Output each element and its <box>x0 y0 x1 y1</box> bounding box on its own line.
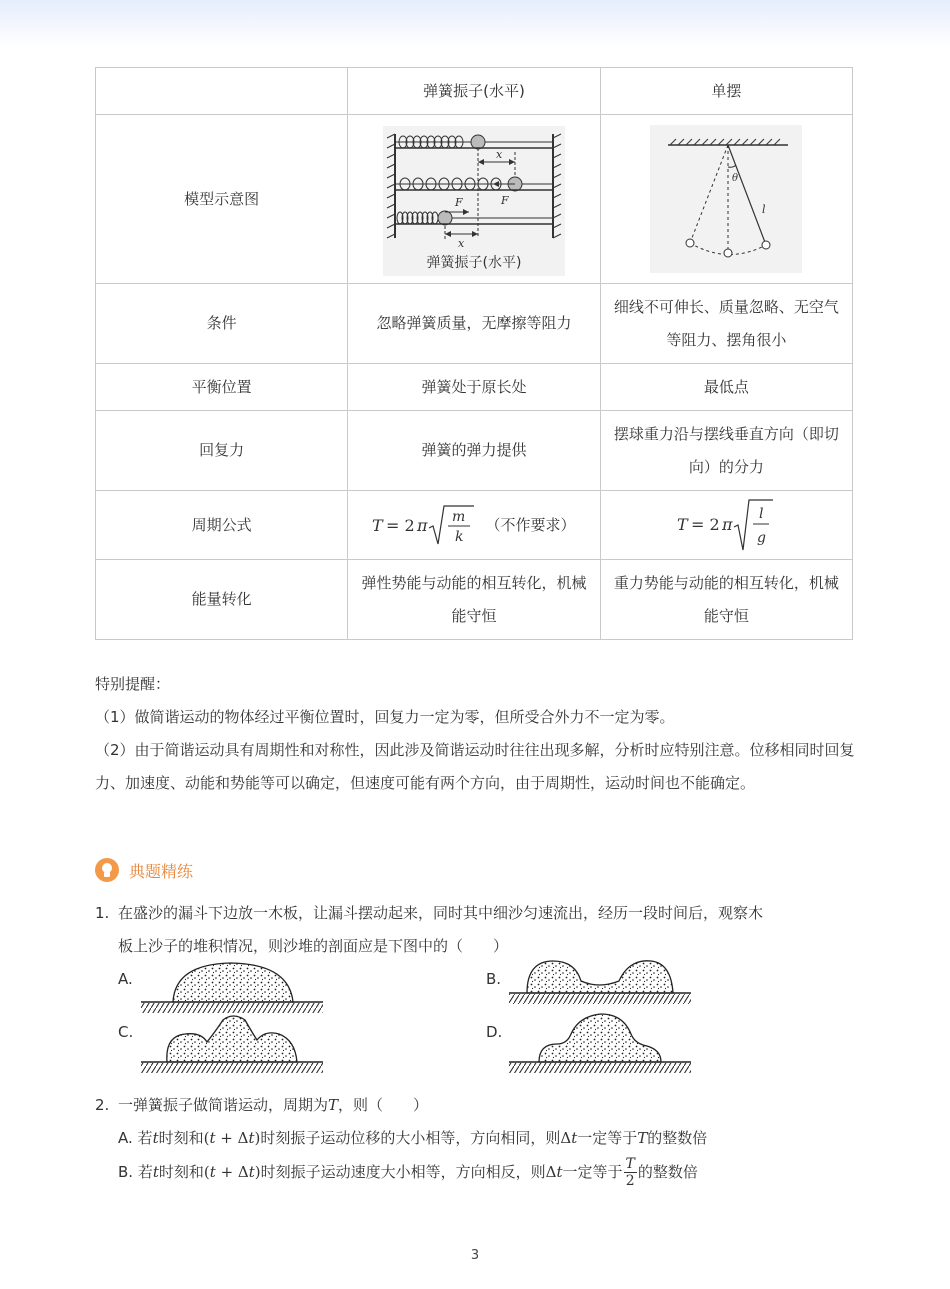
svg-text:= 2: = 2 <box>691 515 720 534</box>
question-number: 1. <box>95 904 110 922</box>
spring-period-note: （不作要求） <box>485 515 576 534</box>
math-t: t <box>152 1163 159 1181</box>
header-cell-spring: 弹簧振子(水平) <box>348 68 600 115</box>
pendulum-cell: 摆球重力沿与摆线垂直方向（即切向）的分力 <box>600 411 852 491</box>
page-number: 3 <box>470 1248 480 1263</box>
svg-text:x: x <box>457 237 465 250</box>
table-row <box>96 560 853 640</box>
pendulum-period-cell <box>600 491 852 560</box>
reminder-point-1: （1）做简谐运动的物体经过平衡位置时，回复力一定为零，但所受合外力不一定为零。 <box>95 708 675 726</box>
table-header-row <box>96 68 853 115</box>
math-T-over-2: $\frac{T}{2}$ <box>625 1156 635 1189</box>
q1-option-a-label[interactable]: A. <box>118 970 133 988</box>
row-label: 平衡位置 <box>96 364 348 411</box>
svg-text:l: l <box>759 506 764 522</box>
q1-option-d-sandpile[interactable] <box>509 1010 691 1076</box>
pendulum-period-formula <box>677 506 775 546</box>
comparison-table <box>95 67 853 640</box>
question-number: 2. <box>95 1096 110 1114</box>
table-row <box>96 284 853 364</box>
svg-text:T: T <box>372 516 384 535</box>
q1-option-d-label[interactable]: D. <box>486 1023 503 1041</box>
row-label: 模型示意图 <box>96 115 348 284</box>
q2-option-b[interactable] <box>118 1156 858 1189</box>
svg-text:k: k <box>455 529 464 545</box>
question-1-line-2: 板上沙子的堆积情况，则沙堆的剖面应是下图中的（ ） <box>118 937 509 955</box>
pendulum-cell: 重力势能与动能的相互转化，机械能守恒 <box>600 560 852 640</box>
spring-diagram-cell <box>348 115 600 284</box>
table-row <box>96 411 853 491</box>
svg-text:m: m <box>452 509 466 525</box>
table-row <box>96 491 853 560</box>
q2-option-a-label: A. <box>118 1129 133 1147</box>
q1-option-b-label[interactable]: B. <box>486 970 502 988</box>
q2-option-b-text-1: 若 <box>137 1163 153 1181</box>
pendulum-cell: 最低点 <box>600 364 852 411</box>
svg-text:g: g <box>757 530 767 546</box>
header-band <box>0 0 950 46</box>
math-t-plus-dt: (t + Δt) <box>203 1163 261 1181</box>
svg-text:F: F <box>500 194 509 207</box>
math-T: T <box>637 1129 648 1147</box>
q2-option-b-text-4: 一定等于 <box>562 1163 623 1181</box>
pendulum-diagram-cell <box>600 115 852 284</box>
header-cell-empty <box>96 68 348 115</box>
q2-option-b-text-5: 的整数倍 <box>637 1163 698 1181</box>
row-label: 能量转化 <box>96 560 348 640</box>
q1-option-b-sandpile[interactable] <box>509 955 691 1007</box>
q2-option-a[interactable] <box>118 1122 858 1155</box>
question-1 <box>95 897 855 963</box>
q2-option-b-text-3: 时刻振子运动速度大小相等，方向相反，则 <box>260 1163 546 1181</box>
section-title: 典题精练 <box>129 861 194 881</box>
svg-text:π: π <box>417 516 428 535</box>
spring-figure-caption: 弹簧振子(水平) <box>426 255 522 271</box>
svg-text:π: π <box>722 515 733 534</box>
special-reminder <box>95 668 855 800</box>
math-dt: Δt <box>560 1129 578 1147</box>
question-1-line-1: 在盛沙的漏斗下边放一木板，让漏斗摆动起来，同时其中细沙匀速流出，经历一段时间后，观察木 <box>118 904 764 922</box>
reminder-point-2: （2）由于简谐运动具有周期性和对称性，因此涉及简谐运动时往往出现多解，分析时应特别注意。位移相同时回复力、加速度、动能和势能等可以确定，但速度可能有两个方向，由于周期性，运动时间也不能确定。 <box>95 741 855 792</box>
pendulum-cell: 细线不可伸长、质量忽略、无空气等阻力、摆角很小 <box>600 284 852 364</box>
q1-option-c-label[interactable]: C. <box>118 1023 134 1041</box>
svg-text:T: T <box>677 515 688 534</box>
q2-option-a-text-5: 的整数倍 <box>647 1129 708 1147</box>
q1-option-a-sandpile[interactable] <box>141 960 323 1016</box>
table-row <box>96 364 853 411</box>
q2-option-b-label: B. <box>118 1163 134 1181</box>
q2-option-a-text-3: 时刻振子运动位移的大小相等，方向相同，则 <box>260 1129 561 1147</box>
question-2 <box>95 1089 855 1122</box>
q1-option-c-sandpile[interactable] <box>141 1010 323 1076</box>
row-label: 回复力 <box>96 411 348 491</box>
spring-cell: 弹簧处于原长处 <box>348 364 600 411</box>
reminder-title: 特别提醒： <box>95 675 171 693</box>
math-dt: Δt <box>545 1163 563 1181</box>
q2-option-b-text-2: 时刻和 <box>158 1163 204 1181</box>
header-cell-pendulum: 单摆 <box>600 68 852 115</box>
svg-text:F: F <box>454 196 463 209</box>
table-row <box>96 115 853 284</box>
question-2-stem-a: 一弹簧振子做简谐运动，周期为 <box>118 1096 329 1114</box>
period-symbol: T <box>328 1096 339 1114</box>
svg-text:x: x <box>495 148 503 161</box>
svg-text:= 2: = 2 <box>386 516 416 535</box>
spring-period-formula <box>372 509 481 545</box>
spring-cell: 忽略弹簧质量，无摩擦等阻力 <box>348 284 600 364</box>
lightbulb-icon <box>95 858 119 882</box>
spring-period-cell <box>348 491 600 560</box>
q2-option-a-text-1: 若 <box>137 1129 153 1147</box>
spring-cell: 弹簧的弹力提供 <box>348 411 600 491</box>
row-label: 周期公式 <box>96 491 348 560</box>
spring-cell: 弹性势能与动能的相互转化，机械能守恒 <box>348 560 600 640</box>
section-header <box>95 855 193 885</box>
question-2-stem-b: ，则（ ） <box>338 1096 429 1114</box>
svg-text:l: l <box>762 203 766 216</box>
q2-option-a-text-2: 时刻和 <box>158 1129 204 1147</box>
math-t-plus-dt: (t + Δt) <box>203 1129 261 1147</box>
svg-text:θ: θ <box>732 173 739 184</box>
q2-option-a-text-4: 一定等于 <box>577 1129 638 1147</box>
math-t: t <box>152 1129 159 1147</box>
simple-pendulum-figure <box>650 125 802 273</box>
row-label: 条件 <box>96 284 348 364</box>
